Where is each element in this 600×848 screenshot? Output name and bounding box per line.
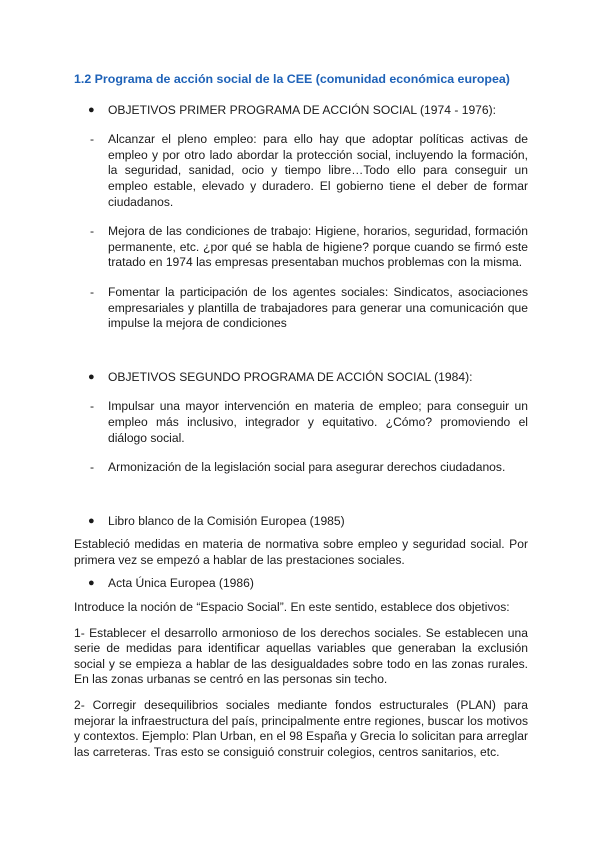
program2-item-text: Impulsar una mayor intervención en materia de empleo; para conseguir un empleo más inclusivo, integrador y equitativo. ¿Cómo? promoviendo el diálogo social. — [108, 399, 528, 445]
dash-icon: - — [90, 460, 95, 475]
single-act-title-text: Acta Única Europea (1986) — [108, 576, 254, 591]
program1-item — [74, 285, 528, 332]
program1-item — [74, 224, 528, 271]
single-act-intro: Introduce la noción de “Espacio Social”. En este sentido, establece dos objetivos: — [74, 600, 510, 615]
bullet-icon: ● — [88, 370, 95, 383]
program2-title — [74, 370, 528, 386]
program1-title — [74, 103, 528, 119]
dash-icon: - — [90, 284, 95, 299]
program1-item-text: Fomentar la participación de los agentes sociales: Sindicatos, asociaciones empresariales y plantilla de trabajadores para generar una comunicación que impulse la mejora de condiciones — [108, 284, 528, 331]
bullet-icon: ● — [88, 514, 95, 527]
spacer — [74, 346, 528, 370]
document-page — [74, 72, 528, 774]
dash-icon: - — [90, 399, 95, 414]
dash-icon: - — [90, 224, 95, 239]
single-act-title — [74, 576, 528, 592]
program2-item — [74, 399, 528, 446]
program2-item — [74, 460, 528, 476]
program1-item-text: Mejora de las condiciones de trabajo: Higiene, horarios, seguridad, formación permanente, etc. ¿por qué se habla de higiene? porque cuando se firmó este tratado en 1974 las empresas presentaban muchos problemas con la misma. — [108, 224, 528, 270]
single-act-objective-1: 1- Establecer el desarrollo armonioso de los derechos sociales. Se establecen una serie de medidas para identificar aquellas variables que generaban la exclusión social y se empieza a hablar de las desigualdades sobre todo en las zonas rurales. En las zonas urbanas se centró en las personas sin techo. — [74, 625, 528, 687]
program1-title-text: OBJETIVOS PRIMER PROGRAMA DE ACCIÓN SOCIAL (1974 - 1976): — [108, 102, 497, 117]
single-act-objective-2: 2- Corregir desequilibrios sociales mediante fondos estructurales (PLAN) para mejorar la infraestructura del país, principalmente entre regiones, buscar los motivos y contextos. Ejemplo: Plan Urban, en el 98 España y Grecia lo solicitan para arreglar las carreteras. Tras esto se consiguió construir colegios, centros sanitarios, etc. — [74, 698, 528, 759]
dash-icon: - — [90, 132, 95, 147]
white-paper-text: Estableció medidas en materia de normativa sobre empleo y seguridad social. Por primera vez se empezó a hablar de las prestaciones sociales. — [74, 537, 528, 567]
spacer — [74, 490, 528, 514]
program2-title-text: OBJETIVOS SEGUNDO PROGRAMA DE ACCIÓN SOCIAL (1984): — [108, 369, 473, 384]
program1-item-text: Alcanzar el pleno empleo: para ello hay que adoptar políticas activas de empleo y por otro lado abordar la protección social, incluyendo la formación, la seguridad, sanidad, ocio y tiempo libre…Todo ello para conseguir un empleo estable, elevado y duradero. El gobierno tiene el deber de formar ciudadanos. — [108, 132, 528, 209]
program1-item — [74, 132, 528, 210]
white-paper-title-text: Libro blanco de la Comisión Europea (1985) — [108, 513, 345, 528]
program2-item-text: Armonización de la legislación social para asegurar derechos ciudadanos. — [108, 460, 506, 475]
white-paper-title — [74, 514, 528, 530]
bullet-icon: ● — [88, 103, 95, 116]
section-heading: 1.2 Programa de acción social de la CEE (comunidad económica europea) — [74, 72, 510, 86]
bullet-icon: ● — [88, 577, 95, 590]
